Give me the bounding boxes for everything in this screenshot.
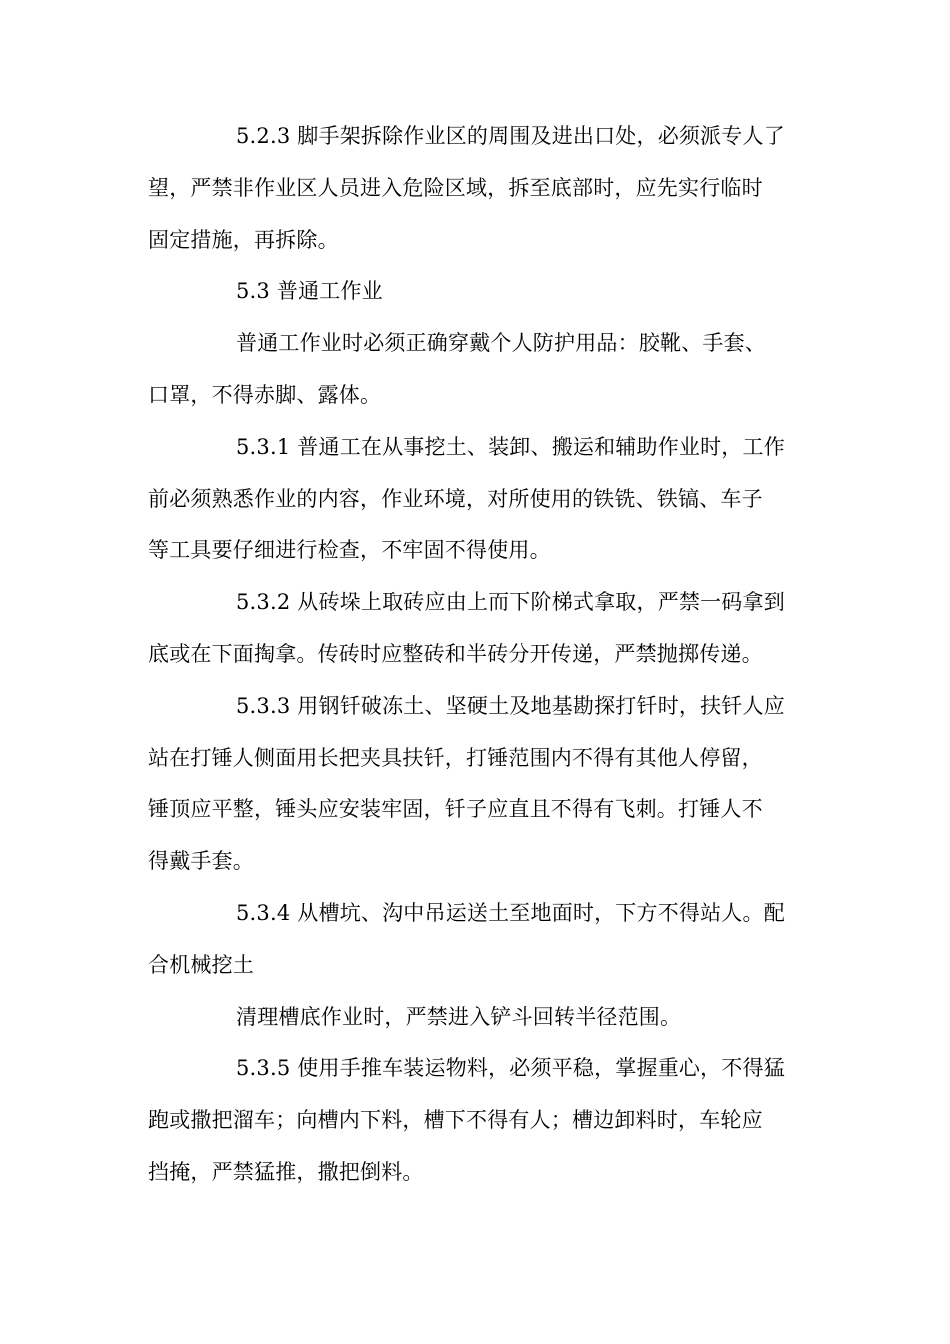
text-line: 挡掩，严禁猛推，撒把倒料。 [148,1159,424,1184]
text-line: 口罩，不得赤脚、露体。 [148,382,382,407]
text-line: 得戴手套。 [148,849,254,874]
section-heading-5-3 [148,266,803,318]
text-line: 合机械挖土 [148,952,254,977]
paragraph-5-3-intro [148,318,803,422]
text-line: 等工具要仔细进行检查，不牢固不得使用。 [148,538,551,563]
document-body [148,111,803,1199]
text-line: 普通工作业时必须正确穿戴个人防护用品：胶靴、手套、 [236,331,766,356]
text-line: 望，严禁非作业区人员进入危险区域，拆至底部时，应先实行临时 [148,175,763,200]
paragraph-5-3-2 [148,577,803,681]
heading-line: 5.3 普通工作业 [236,279,383,304]
text-line: 5.3.3 用钢钎破冻土、坚硬土及地基勘探打钎时，扶钎人应 [236,693,785,718]
paragraph-5-3-4-continued [148,992,803,1044]
text-line: 5.3.4 从槽坑、沟中吊运送土至地面时，下方不得站人。配 [236,900,785,925]
text-line: 前必须熟悉作业的内容，作业环境，对所使用的铁铣、铁镐、车子 [148,486,763,511]
text-line: 底或在下面掏拿。传砖时应整砖和半砖分开传递，严禁抛掷传递。 [148,641,763,666]
text-line: 跑或撒把溜车；向槽内下料，槽下不得有人；槽边卸料时，车轮应 [148,1108,763,1133]
text-line: 5.2.3 脚手架拆除作业区的周围及进出口处，必须派专人了 [236,124,785,148]
paragraph-5-3-5 [148,1043,803,1198]
paragraph-5-2-3 [148,111,803,266]
text-line: 5.3.2 从砖垛上取砖应由上而下阶梯式拿取，严禁一码拿到 [236,590,785,615]
text-line: 锤顶应平整，锤头应安装牢固，钎子应直且不得有飞刺。打锤人不 [148,797,763,822]
paragraph-5-3-3 [148,681,803,888]
text-line: 5.3.1 普通工在从事挖土、装卸、搬运和辅助作业时，工作 [236,434,785,459]
text-line: 站在打锤人侧面用长把夹具扶钎，打锤范围内不得有其他人停留， [148,745,763,770]
text-line: 固定措施，再拆除。 [148,227,339,252]
paragraph-5-3-1 [148,422,803,577]
text-line: 5.3.5 使用手推车装运物料，必须平稳，掌握重心，不得猛 [236,1056,785,1081]
text-line: 清理槽底作业时，严禁进入铲斗回转半径范围。 [236,1004,682,1029]
paragraph-5-3-4 [148,888,803,992]
